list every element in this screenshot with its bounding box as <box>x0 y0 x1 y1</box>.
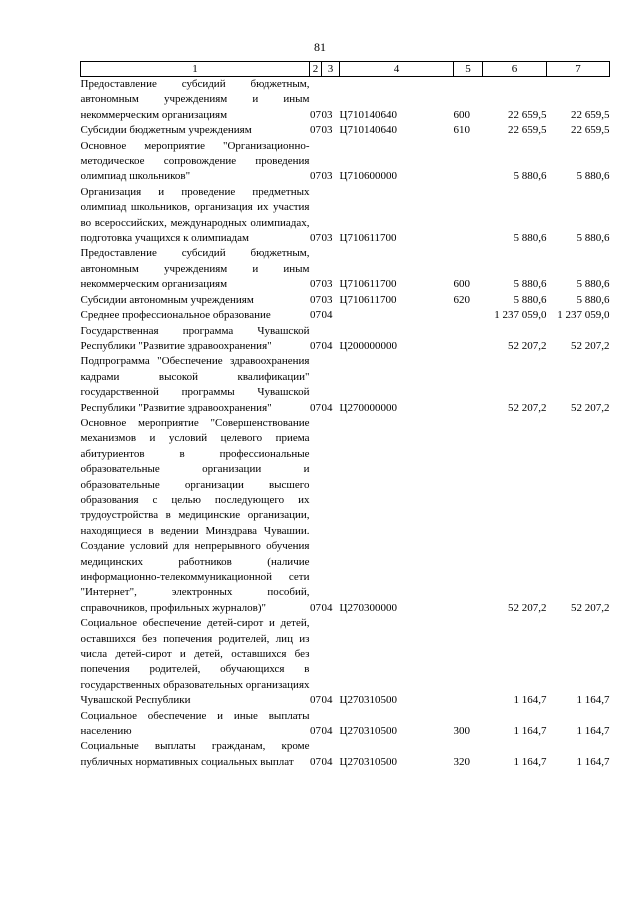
row-expense-type <box>454 139 483 185</box>
table-row <box>81 77 610 124</box>
table-row <box>81 246 610 292</box>
row-section: 07 <box>310 170 321 183</box>
row-amount-1: 1 164,7 <box>513 755 547 768</box>
table-row <box>81 416 610 616</box>
row-subsection: 04 <box>321 309 333 322</box>
row-amount-2: 5 880,6 <box>576 293 610 306</box>
row-expense-type: 620 <box>453 293 470 306</box>
row-name: Социальное обеспечение и иные выплаты населению <box>80 709 310 738</box>
budget-table <box>80 61 610 770</box>
row-expense-type: 300 <box>453 725 470 738</box>
row-amount-1: 5 880,6 <box>513 293 547 306</box>
row-target-article: Ц710600000 <box>339 170 397 183</box>
row-subsection: 04 <box>321 755 333 768</box>
header-col-1: 1 <box>81 62 310 77</box>
row-name: Государственная программа Чувашской Республики "Развитие здравоохранения" <box>80 324 310 352</box>
row-target-article: Ц270310500 <box>339 694 397 707</box>
row-expense-type <box>454 416 483 616</box>
row-name: Субсидии автономным учреждениям <box>80 293 254 306</box>
row-amount-1: 5 880,6 <box>513 278 547 291</box>
row-expense-type <box>454 308 483 323</box>
table-row <box>81 616 610 708</box>
row-subsection: 04 <box>321 694 333 707</box>
row-amount-1: 5 880,6 <box>513 232 547 245</box>
row-expense-type <box>454 354 483 416</box>
page-number: 81 <box>314 40 326 54</box>
row-subsection: 03 <box>321 108 333 121</box>
row-amount-2: 5 880,6 <box>576 232 610 245</box>
row-target-article: Ц710140640 <box>339 124 397 137</box>
row-section: 07 <box>310 601 321 614</box>
row-subsection: 04 <box>321 401 333 414</box>
row-section: 07 <box>310 278 321 291</box>
row-subsection: 03 <box>321 124 333 137</box>
row-name: Организация и проведение предметных олимпиад школьников, организация их участия во всероссийских, международных олимпиадах, подготовка учащихся к олимпиадам <box>80 185 310 245</box>
row-expense-type <box>454 616 483 708</box>
row-amount-2: 52 207,2 <box>571 601 610 614</box>
row-subsection: 04 <box>321 601 333 614</box>
row-section: 07 <box>310 755 321 768</box>
row-amount-1: 22 659,5 <box>508 108 547 121</box>
row-target-article <box>340 308 454 323</box>
row-subsection: 03 <box>321 232 333 245</box>
row-amount-2: 1 164,7 <box>576 725 610 738</box>
row-amount-2: 22 659,5 <box>571 124 610 137</box>
row-section: 07 <box>310 694 321 707</box>
row-section: 07 <box>310 232 321 245</box>
row-target-article: Ц270000000 <box>339 401 397 414</box>
row-section: 07 <box>310 293 321 306</box>
table-header-row <box>81 62 610 77</box>
row-target-article: Ц710140640 <box>339 108 397 121</box>
row-name: Предоставление субсидий бюджетным, автономным учреждениям и иным некоммерческим организациям <box>80 78 310 121</box>
header-col-4: 4 <box>340 62 454 77</box>
row-target-article: Ц270300000 <box>339 601 397 614</box>
row-name: Социальные выплаты гражданам, кроме публичных нормативных социальных выплат <box>80 740 310 768</box>
row-name: Социальное обеспечение детей-сирот и детей, оставшихся без попечения родителей, лиц из числа детей-сирот и детей, оставшихся без попечения родителей, обучающихся в государственных образовательных организациях Чувашской Республики <box>80 617 310 707</box>
row-amount-1: 1 164,7 <box>513 694 547 707</box>
row-section: 07 <box>310 309 321 322</box>
row-amount-2: 5 880,6 <box>576 170 610 183</box>
row-expense-type <box>454 324 483 355</box>
row-target-article: Ц710611700 <box>339 232 397 245</box>
row-amount-2: 52 207,2 <box>571 401 610 414</box>
row-amount-1: 1 237 059,0 <box>494 309 547 322</box>
table-row <box>81 293 610 308</box>
row-expense-type: 610 <box>453 124 470 137</box>
row-section: 07 <box>310 725 321 738</box>
row-amount-2: 1 164,7 <box>576 755 610 768</box>
row-target-article: Ц270310500 <box>339 755 397 768</box>
header-col-2: 2 <box>310 62 322 77</box>
table-row <box>81 139 610 185</box>
header-col-3: 3 <box>322 62 340 77</box>
row-expense-type: 320 <box>453 755 470 768</box>
row-amount-2: 22 659,5 <box>571 108 610 121</box>
row-amount-1: 52 207,2 <box>508 339 547 352</box>
header-col-7: 7 <box>547 62 610 77</box>
row-amount-1: 52 207,2 <box>508 401 547 414</box>
row-target-article: Ц200000000 <box>339 339 397 352</box>
row-name: Основное мероприятие "Совершенствование механизмов и условий целевого приема абитуриентов в профессиональные образовательные организации и образовательные организации высшего образования с целью последующего их трудоустройства в медицинские организации, находящиеся в ведении Минздрава Чувашии. Создание условий для непрерывного обучения медицинских работников (наличие информационно-телекоммуникационной сети "Интернет", электронных пособий, справочников, профильных журналов)" <box>80 416 310 614</box>
row-target-article: Ц710611700 <box>339 278 397 291</box>
table-row <box>81 324 610 355</box>
table-row <box>81 739 610 770</box>
row-amount-2: 1 164,7 <box>576 694 610 707</box>
row-expense-type <box>454 185 483 247</box>
row-name: Субсидии бюджетным учреждениям <box>80 124 252 137</box>
row-section: 07 <box>310 108 321 121</box>
header-col-5: 5 <box>454 62 483 77</box>
row-section: 07 <box>310 339 321 352</box>
row-target-article: Ц270310500 <box>339 725 397 738</box>
row-amount-2: 1 237 059,0 <box>557 309 610 322</box>
row-amount-2: 52 207,2 <box>571 339 610 352</box>
row-name: Подпрограмма "Обеспечение здравоохранения кадрами высокой квалификации" государственной программы Чувашской Республики "Развитие здравоохранения" <box>80 355 310 414</box>
row-subsection: 03 <box>321 278 333 291</box>
table-row <box>81 308 610 323</box>
row-section: 07 <box>310 124 321 137</box>
row-section: 07 <box>310 401 321 414</box>
row-name: Основное мероприятие "Организационно-методическое сопровождение проведения олимпиад школьников" <box>80 139 310 183</box>
table-row <box>81 709 610 740</box>
table-row <box>81 185 610 247</box>
row-expense-type: 600 <box>453 278 470 291</box>
table-row <box>81 354 610 416</box>
row-subsection: 03 <box>321 170 333 183</box>
row-subsection: 04 <box>321 725 333 738</box>
row-amount-2: 5 880,6 <box>576 278 610 291</box>
row-expense-type: 600 <box>453 108 470 121</box>
row-amount-1: 1 164,7 <box>513 725 547 738</box>
table-row <box>81 123 610 138</box>
row-amount-1: 5 880,6 <box>513 170 547 183</box>
row-name: Среднее профессиональное образование <box>80 309 271 322</box>
row-subsection: 04 <box>321 339 333 352</box>
row-subsection: 03 <box>321 293 333 306</box>
row-amount-1: 52 207,2 <box>508 601 547 614</box>
header-col-6: 6 <box>483 62 547 77</box>
row-target-article: Ц710611700 <box>339 293 397 306</box>
row-name: Предоставление субсидий бюджетным, автономным учреждениям и иным некоммерческим организациям <box>80 247 310 291</box>
row-amount-1: 22 659,5 <box>508 124 547 137</box>
